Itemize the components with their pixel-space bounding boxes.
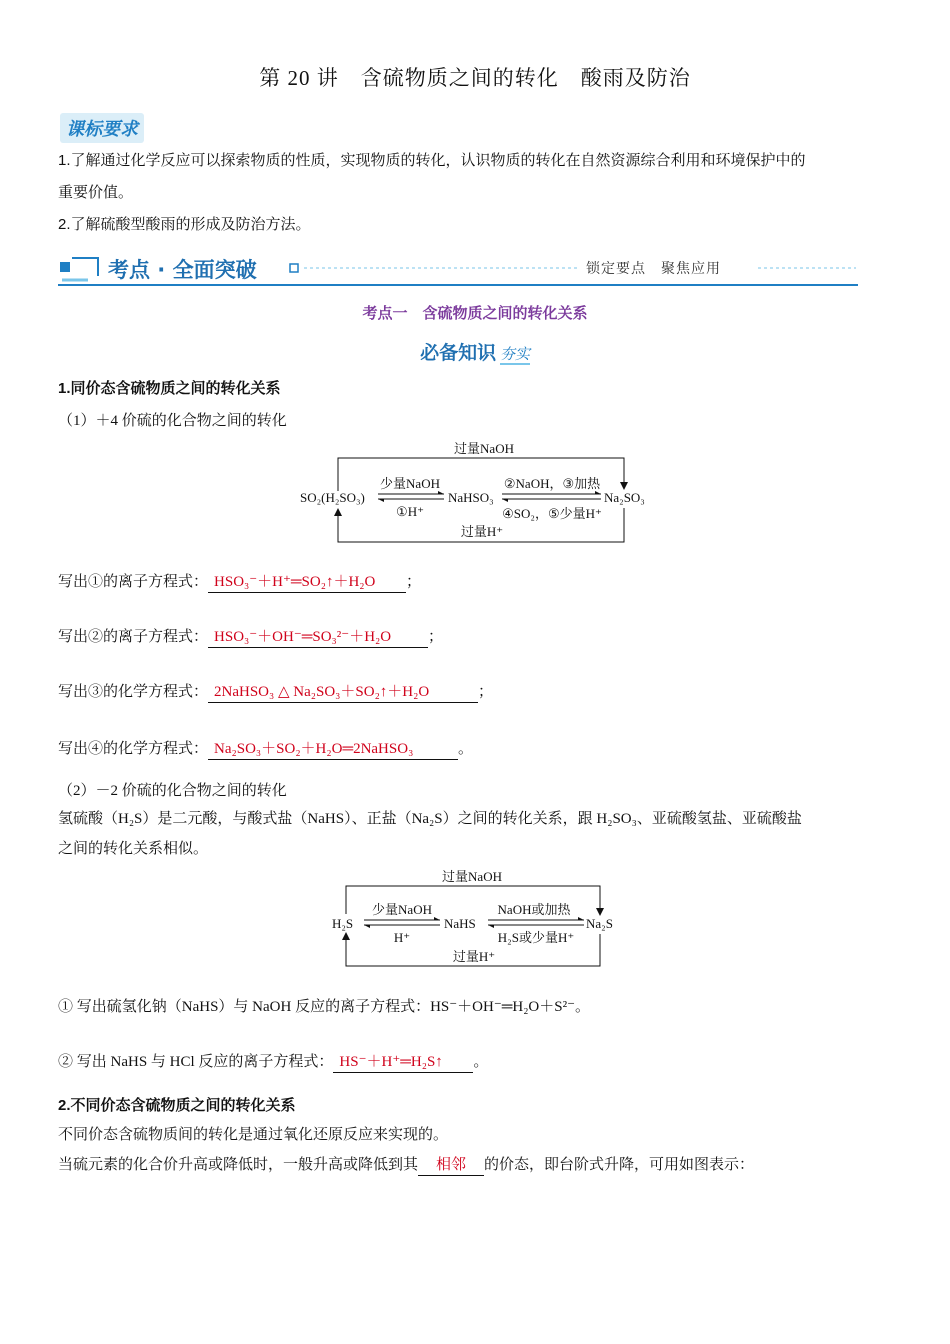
question-2-answer: HSO₃⁻＋OH⁻═SO₃²⁻＋H₂O bbox=[208, 628, 428, 648]
question-1-prefix: 写出①的离子方程式： bbox=[58, 574, 209, 590]
diagram2-right-node: Na₂S bbox=[586, 916, 613, 931]
requirements-badge bbox=[60, 113, 144, 143]
section2-para2-suffix: 的价态，即台阶式升降，可用如图表示： bbox=[484, 1157, 755, 1173]
section1-sub2: （2）－2 价硫的化合物之间的转化 bbox=[58, 783, 287, 799]
diagram1-left-node: SO₂(H₂SO₃) bbox=[300, 490, 365, 505]
knowledge-badge-tail: 夯实 bbox=[499, 345, 530, 363]
diagram2-arrow1-top: 少量NaOH bbox=[372, 902, 432, 917]
question-6-end: 。 bbox=[473, 1054, 489, 1070]
question-4 bbox=[58, 737, 473, 760]
diagram1-arrow1-top: 少量NaOH bbox=[380, 476, 440, 491]
question-1-answer: HSO₃⁻＋H⁺═SO₂↑＋H₂O bbox=[208, 573, 406, 593]
question-3-end: ； bbox=[478, 684, 494, 700]
section1-sub1: （1）＋4 价硫的化合物之间的转化 bbox=[58, 413, 287, 429]
sulfur-minus2-conversion-diagram bbox=[328, 864, 628, 972]
section2-para1: 不同价态含硫物质间的转化是通过氧化还原反应来实现的。 bbox=[58, 1127, 449, 1143]
section2-para2 bbox=[58, 1150, 898, 1180]
diagram2-arrow1-bottom: H⁺ bbox=[393, 930, 411, 945]
diagram1-bottom-label: 过量H⁺ bbox=[460, 524, 504, 539]
question-4-prefix: 写出④的化学方程式： bbox=[58, 741, 209, 757]
diagram2-mid-node: NaHS bbox=[444, 916, 476, 931]
diagram1-arrow2-bottom: ④SO₂，⑤少量H⁺ bbox=[502, 506, 602, 521]
requirement-line-2: 重要价值。 bbox=[58, 184, 134, 201]
diagram2-left-node: H₂S bbox=[332, 916, 354, 931]
knowledge-badge bbox=[0, 338, 950, 365]
diagram1-arrow1-bottom: ①H⁺ bbox=[396, 504, 424, 519]
diagram1-mid-node: NaHSO₃ bbox=[448, 490, 494, 505]
question-4-end: 。 bbox=[458, 741, 474, 757]
question-2 bbox=[58, 625, 443, 648]
question-3 bbox=[58, 680, 493, 703]
sulfur-plus4-conversion-diagram bbox=[296, 436, 666, 550]
diagram1-top-label: 过量NaOH bbox=[454, 441, 514, 456]
section1-para2: 之间的转化关系相似。 bbox=[58, 841, 209, 857]
question-6-prefix: ② 写出 NaHS 与 HCl 反应的离子方程式： bbox=[58, 1054, 334, 1070]
question-3-answer: 2NaHSO₃ △ Na₂SO₃＋SO₂↑＋H₂O bbox=[208, 683, 478, 703]
section1-heading: 1.同价态含硫物质之间的转化关系 bbox=[58, 380, 281, 397]
question-2-end: ； bbox=[428, 629, 444, 645]
requirement-line-1: 1.了解通过化学反应可以探索物质的性质，实现物质的转化，认识物质的转化在自然资源综合利用和环境保护中的 bbox=[58, 152, 806, 169]
question-2-prefix: 写出②的离子方程式： bbox=[58, 629, 209, 645]
knowledge-badge-label: 必备知识 bbox=[420, 342, 497, 364]
question-4-answer: Na₂SO₃＋SO₂＋H₂O═2NaHSO₃ bbox=[208, 740, 458, 760]
diagram2-arrow2-bottom: H₂S或少量H⁺ bbox=[497, 930, 575, 945]
section1-para1: 氢硫酸（H₂S）是二元酸，与酸式盐（NaHS）、正盐（Na₂S）之间的转化关系，跟 H₂SO₃、亚硫酸氢盐、亚硫酸盐 bbox=[58, 811, 802, 827]
diagram1-arrow2-top: ②NaOH，③加热 bbox=[503, 476, 601, 491]
question-6 bbox=[58, 1050, 488, 1073]
question-5: ① 写出硫氢化钠（NaHS）与 NaOH 反应的离子方程式：HS⁻＋OH⁻═H₂O＋S²⁻。 bbox=[58, 999, 591, 1015]
topic-title: 考点一 含硫物质之间的转化关系 bbox=[362, 305, 588, 322]
banner-left-label: 考点 · 全面突破 bbox=[108, 258, 257, 282]
section-banner bbox=[58, 252, 858, 288]
section2-heading: 2.不同价态含硫物质之间的转化关系 bbox=[58, 1097, 296, 1114]
requirement-line-3: 2.了解硫酸型酸雨的形成及防治方法。 bbox=[58, 216, 311, 233]
requirements-badge-label: 课标要求 bbox=[60, 113, 144, 143]
question-3-prefix: 写出③的化学方程式： bbox=[58, 684, 209, 700]
question-6-answer: HS⁻＋H⁺═H₂S↑ bbox=[333, 1053, 473, 1073]
banner-right-label: 锁定要点 聚焦应用 bbox=[586, 262, 721, 277]
diagram2-bottom-label: 过量H⁺ bbox=[452, 949, 496, 964]
diagram2-top-label: 过量NaOH bbox=[442, 869, 502, 884]
question-1-end: ； bbox=[406, 574, 422, 590]
diagram2-arrow2-top: NaOH或加热 bbox=[497, 902, 571, 917]
question-1 bbox=[58, 570, 421, 593]
diagram1-right-node: Na₂SO₃ bbox=[604, 490, 645, 505]
section2-para2-prefix: 当硫元素的化合价升高或降低时，一般升高或降低到其 bbox=[58, 1157, 419, 1173]
page-title: 第 20 讲 含硫物质之间的转化 酸雨及防治 bbox=[259, 66, 691, 90]
section2-para2-answer: 相邻 bbox=[418, 1156, 484, 1176]
